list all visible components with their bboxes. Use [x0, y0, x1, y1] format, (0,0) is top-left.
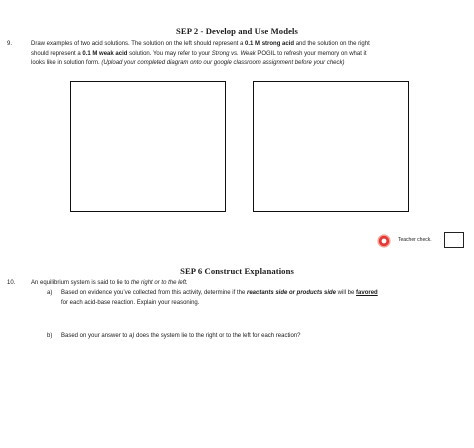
teacher-check-label: Teacher check. [398, 236, 432, 243]
question-9-line-1: Draw examples of two acid solutions. The solution on the left should represent a 0.1 M strong acid and the solution on the right [31, 41, 370, 47]
sep2-heading: SEP 2 - Develop and Use Models [176, 26, 298, 36]
part-b-text: Based on your answer to a) does the system lie to the right or to the left for each reaction? [61, 333, 301, 339]
red-circle-record-icon [377, 234, 391, 248]
question-10-number: 10. [7, 280, 16, 286]
teacher-check-box[interactable] [444, 232, 464, 248]
part-b-label: b) [47, 333, 53, 339]
part-a-line-1: Based on evidence you’ve collected from this activity, determine if the reactants side or products side will be favored [61, 290, 378, 296]
weak-acid-drawing-box[interactable] [253, 81, 409, 212]
part-a-label: a) [47, 290, 53, 296]
strong-acid-drawing-box[interactable] [70, 81, 226, 212]
part-a-line-2: for each acid-base reaction. Explain your reasoning. [61, 299, 200, 306]
question-10-text: An equilibrium system is said to lie to the right or to the left. [31, 280, 188, 286]
question-9-number: 9. [7, 41, 13, 47]
question-9-line-2: should represent a 0.1 M weak acid solution. You may refer to your Strong vs. Weak POGIL to refresh your memory on what it [31, 50, 367, 57]
sep6-heading: SEP 6 Construct Explanations [180, 266, 294, 276]
question-9-line-3: looks like in solution form. (Upload your completed diagram onto our google classroom assignment before your check) [31, 60, 345, 66]
